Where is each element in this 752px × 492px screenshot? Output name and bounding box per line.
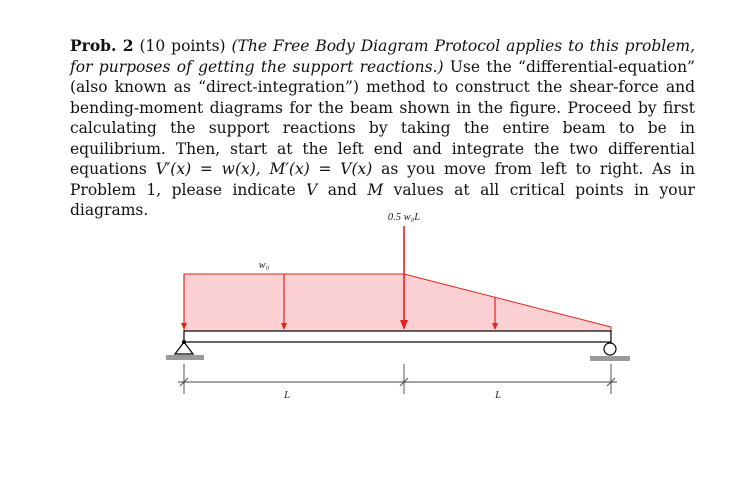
pin-support [166,340,204,360]
roller-support [590,343,630,361]
problem-label: Prob. 2 [70,36,134,55]
equation-shear: V′(x) = w(x), [155,160,261,178]
span-right-label: L [495,390,501,401]
problem-body-1: Use the “differential-equation” (also known as “direct-integration”) method to construct the shear-force and bending-moment diagrams for the beam shown in the figure. Proceed by first calculating the support reactions by taking the entire beam to be in equilibrium. Then, start at the left end and integrate the two differential equations [70,57,695,178]
beam [184,331,611,342]
point-load-label: 0.5 w₀L [387,212,421,223]
and-word: and [327,180,357,199]
distributed-load-region [184,274,611,331]
distributed-load-label: w₀ [258,260,270,271]
span-left-label: L [284,390,290,401]
variable-v: V [306,180,318,199]
protocol-note: (The Free Body Diagram Protocol applies to this problem, for purposes of getting the support reactions.) [70,37,695,76]
dimension-line [178,364,617,394]
problem-body-2: as you move from left to right. As in Problem 1, please indicate [70,160,695,199]
problem-body-3: values at all critical points in your diagrams. [70,180,695,219]
equation-moment: M′(x) = V(x) [269,160,373,178]
variable-m: M [367,180,384,199]
problem-points: (10 points) [139,37,226,55]
